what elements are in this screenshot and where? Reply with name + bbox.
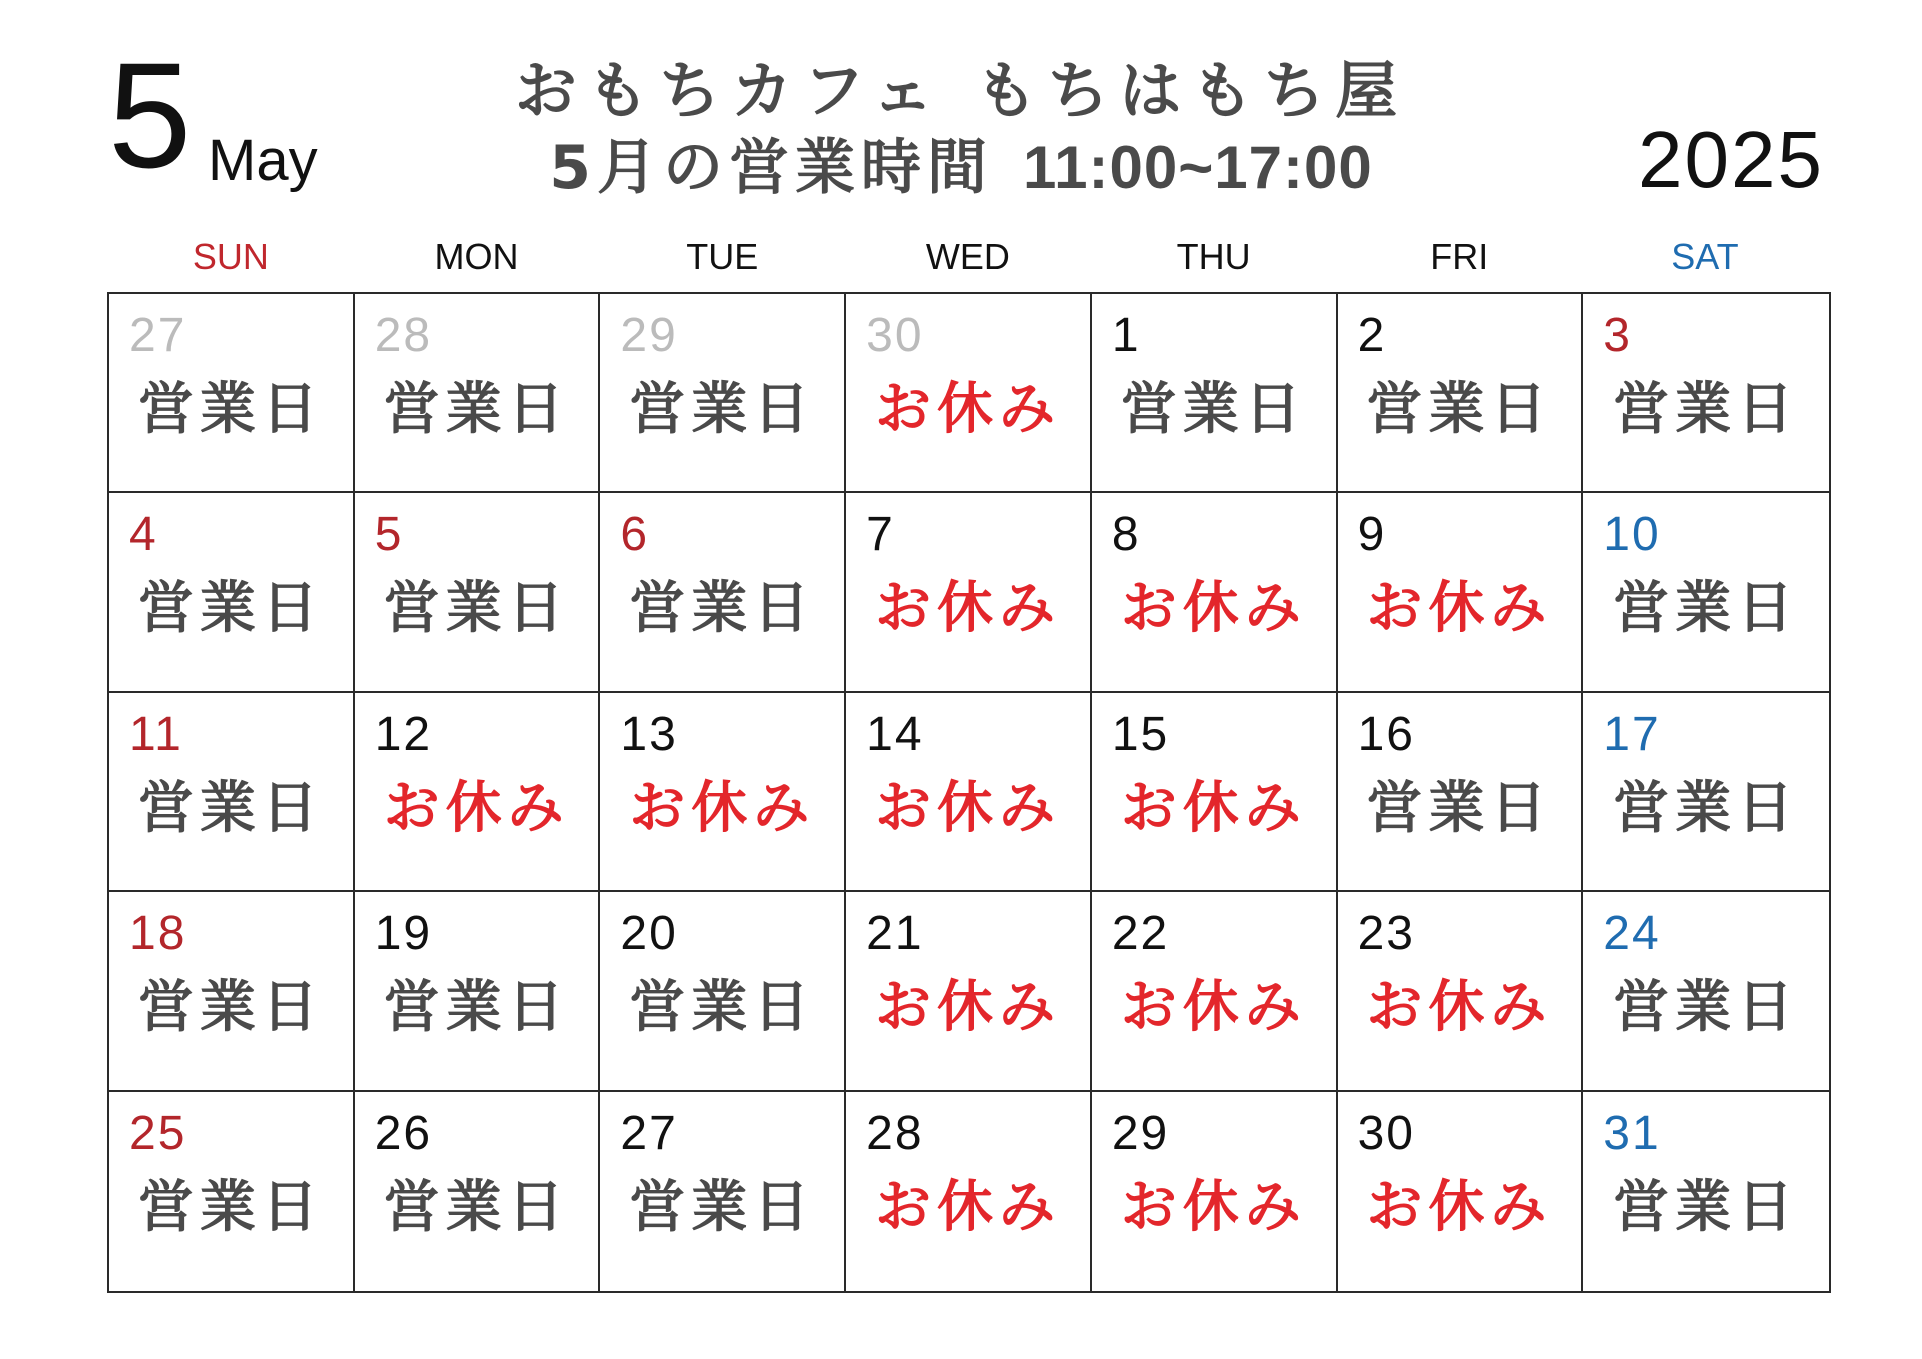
status-closed: お休み [1120, 576, 1307, 642]
status-closed: お休み [1366, 576, 1553, 642]
status-open: 営業日 [1613, 377, 1800, 442]
business-hours [0, 133, 1922, 203]
day-number: 28 [374, 309, 433, 362]
calendar-day-cell [109, 294, 355, 493]
shop-name: おもちカフェ もちはもち屋 [514, 54, 1408, 127]
status-open: 営業日 [137, 1174, 324, 1240]
calendar-day-cell [846, 294, 1092, 493]
status-open: 営業日 [383, 377, 570, 442]
weekday-fri: FRI [1430, 236, 1489, 277]
calendar-day-cell [846, 693, 1092, 892]
calendar-day-cell [1583, 493, 1829, 692]
weekday-wed: WED [925, 236, 1010, 277]
day-number: 19 [374, 907, 433, 961]
calendar-day-cell [846, 892, 1092, 1091]
calendar-day-cell [600, 493, 846, 692]
month-number: 5 [108, 31, 192, 199]
day-number: 15 [1111, 707, 1170, 761]
status-open: 営業日 [137, 775, 324, 841]
weekday-mon: MON [434, 236, 519, 277]
day-number: 23 [1357, 907, 1415, 961]
calendar-day-cell [846, 493, 1092, 692]
status-closed: お休み [383, 775, 570, 841]
status-open: 営業日 [629, 377, 816, 442]
calendar-day-cell [1092, 294, 1338, 493]
day-number: 27 [129, 309, 187, 362]
calendar-day-cell [355, 294, 601, 493]
day-number: 29 [620, 309, 678, 362]
weekday-thu: THU [1176, 236, 1251, 277]
status-closed: お休み [1366, 975, 1553, 1041]
day-number: 8 [1111, 508, 1141, 562]
day-number: 20 [620, 907, 678, 961]
day-number: 5 [374, 508, 404, 562]
day-number: 16 [1357, 707, 1415, 761]
calendar-day-cell [600, 892, 846, 1091]
calendar-day-cell [109, 892, 355, 1091]
day-number: 24 [1603, 907, 1661, 961]
weekday-header-row [108, 232, 1828, 282]
calendar-grid [107, 292, 1831, 1293]
calendar-day-cell [1338, 892, 1584, 1091]
day-number: 30 [866, 309, 924, 362]
calendar-day-cell [1092, 1092, 1338, 1291]
day-number: 2 [1357, 309, 1387, 362]
calendar-day-cell [1092, 892, 1338, 1091]
status-closed: お休み [629, 775, 816, 841]
calendar-day-cell [109, 1092, 355, 1291]
status-open: 営業日 [1613, 975, 1800, 1041]
status-open: 営業日 [1613, 775, 1800, 841]
day-number: 6 [620, 508, 650, 562]
weekday-tue: TUE [686, 236, 759, 277]
calendar-day-cell [846, 1092, 1092, 1291]
status-open: 営業日 [383, 975, 570, 1041]
day-number: 12 [374, 707, 433, 761]
calendar-day-cell [355, 892, 601, 1091]
status-closed: お休み [874, 576, 1061, 642]
status-open: 営業日 [383, 1174, 570, 1240]
day-number: 7 [866, 508, 895, 562]
weekday-sat: SAT [1671, 236, 1739, 277]
calendar-day-cell [600, 1092, 846, 1291]
day-number: 3 [1603, 309, 1632, 362]
calendar-day-cell [355, 693, 601, 892]
day-number: 13 [620, 707, 678, 761]
calendar-day-cell [355, 493, 601, 692]
status-closed: お休み [874, 377, 1061, 442]
calendar-day-cell [355, 1092, 601, 1291]
day-number: 11 [129, 707, 183, 761]
status-open: 営業日 [629, 576, 816, 642]
day-number: 14 [866, 707, 924, 761]
year: 2025 [1638, 115, 1824, 204]
calendar-day-cell [1092, 493, 1338, 692]
status-open: 営業日 [1120, 377, 1307, 442]
calendar-day-cell [600, 693, 846, 892]
status-open: 営業日 [1366, 377, 1553, 442]
calendar-day-cell [600, 294, 846, 493]
status-closed: お休み [874, 975, 1061, 1041]
status-closed: お休み [874, 775, 1061, 841]
calendar-day-cell [1583, 693, 1829, 892]
day-number: 25 [129, 1106, 187, 1160]
day-number: 27 [620, 1106, 678, 1160]
status-closed: お休み [1120, 775, 1307, 841]
calendar-day-cell [1092, 693, 1338, 892]
day-number: 26 [374, 1106, 433, 1160]
day-number: 17 [1603, 707, 1661, 761]
status-closed: お休み [1120, 975, 1307, 1041]
day-number: 30 [1357, 1106, 1415, 1160]
status-open: 営業日 [383, 576, 570, 642]
calendar-day-cell [1583, 892, 1829, 1091]
status-open: 営業日 [1366, 775, 1553, 841]
status-open: 営業日 [629, 975, 816, 1041]
calendar-day-cell [1338, 294, 1584, 493]
day-number: 29 [1111, 1106, 1170, 1160]
day-number: 22 [1111, 907, 1170, 961]
status-open: 営業日 [629, 1174, 816, 1240]
calendar-day-cell [109, 493, 355, 692]
calendar-day-cell [1338, 493, 1584, 692]
day-number: 31 [1603, 1106, 1661, 1160]
day-number: 28 [866, 1106, 924, 1160]
hours-label: 5月の営業時間 [549, 133, 994, 203]
month-name: May [208, 128, 318, 193]
day-number: 4 [129, 508, 158, 562]
status-closed: お休み [874, 1174, 1061, 1240]
calendar-day-cell [1338, 693, 1584, 892]
calendar-day-cell [109, 693, 355, 892]
weekday-sun: SUN [192, 236, 269, 277]
day-number: 1 [1111, 309, 1141, 362]
status-open: 営業日 [137, 576, 324, 642]
calendar-day-cell [1583, 1092, 1829, 1291]
status-closed: お休み [1120, 1174, 1307, 1240]
day-number: 21 [866, 907, 924, 961]
calendar-day-cell [1583, 294, 1829, 493]
day-number: 10 [1603, 508, 1661, 562]
day-number: 9 [1357, 508, 1387, 562]
status-open: 営業日 [137, 377, 324, 442]
calendar-day-cell [1338, 1092, 1584, 1291]
day-number: 18 [129, 907, 187, 961]
hours-time: 11:00~17:00 [1023, 134, 1373, 201]
status-closed: お休み [1366, 1174, 1553, 1240]
status-open: 営業日 [1613, 576, 1800, 642]
status-open: 営業日 [1613, 1174, 1800, 1240]
status-open: 営業日 [137, 975, 324, 1041]
